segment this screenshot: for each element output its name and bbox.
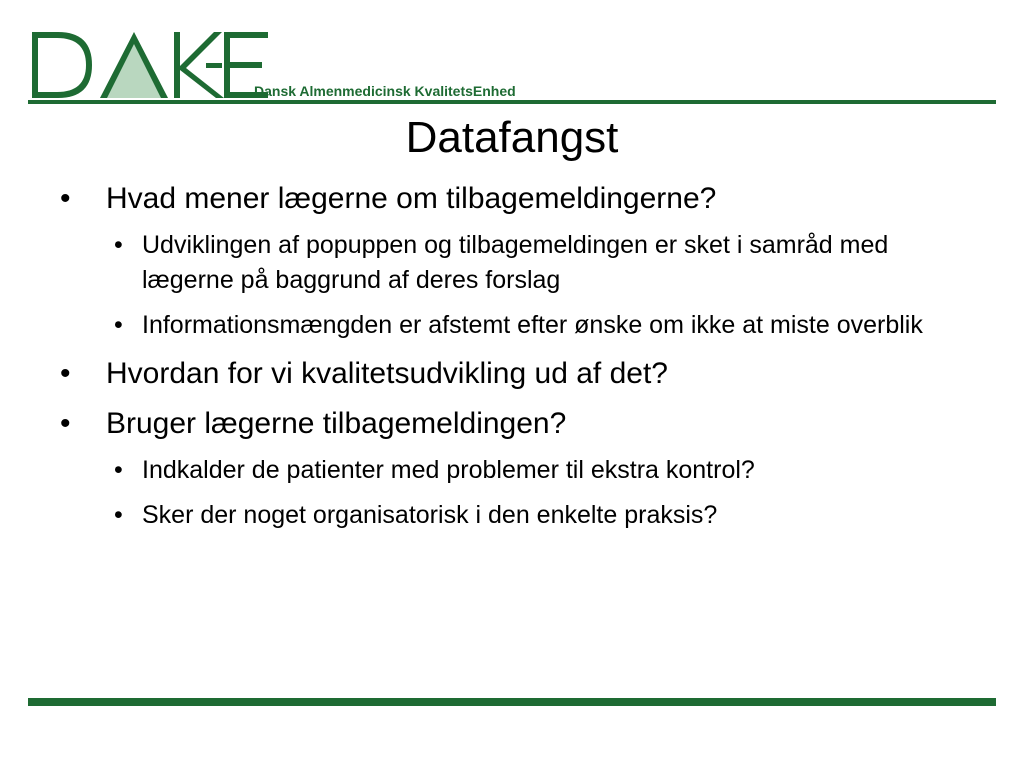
bullet-marker: • [60, 407, 71, 440]
sub-bullet-text: Udviklingen af popuppen og tilbagemeldingen er sket i samråd med lægerne på baggrund af deres forslag [142, 231, 889, 294]
sub-bullet-item [114, 453, 960, 488]
bullet-item [60, 403, 960, 445]
bullet-marker: • [114, 231, 123, 259]
logo-tagline: Dansk Almenmedicinsk KvalitetsEnhed [254, 83, 516, 99]
bullet-text: Hvad mener lægerne om tilbagemeldingerne? [106, 182, 717, 215]
bullet-marker: • [60, 357, 71, 390]
header-divider [28, 100, 996, 104]
dak-e-logo-mark [28, 26, 568, 102]
bullet-marker: • [60, 182, 71, 215]
sub-bullet-text: Sker der noget organisatorisk i den enkelte praksis? [142, 501, 718, 529]
bullet-marker: • [114, 456, 123, 484]
sub-bullet-item [114, 228, 960, 298]
sub-bullet-text: Indkalder de patienter med problemer til ekstra kontrol? [142, 456, 755, 484]
dak-e-logo [28, 26, 568, 102]
slide-title: Datafangst [405, 113, 619, 162]
sub-bullet-item [114, 498, 960, 533]
bullet-text: Bruger lægerne tilbagemeldingen? [106, 407, 567, 440]
bullet-marker: • [114, 501, 123, 529]
bullet-marker: • [114, 311, 123, 339]
footer-divider [28, 698, 996, 706]
bullet-list [60, 178, 960, 543]
sub-bullet-item [114, 308, 960, 343]
bullet-item [60, 178, 960, 220]
sub-bullet-text: Informationsmængden er afstemt efter ønske om ikke at miste overblik [142, 311, 923, 339]
bullet-text: Hvordan for vi kvalitetsudvikling ud af det? [106, 357, 668, 390]
bullet-item [60, 353, 960, 395]
